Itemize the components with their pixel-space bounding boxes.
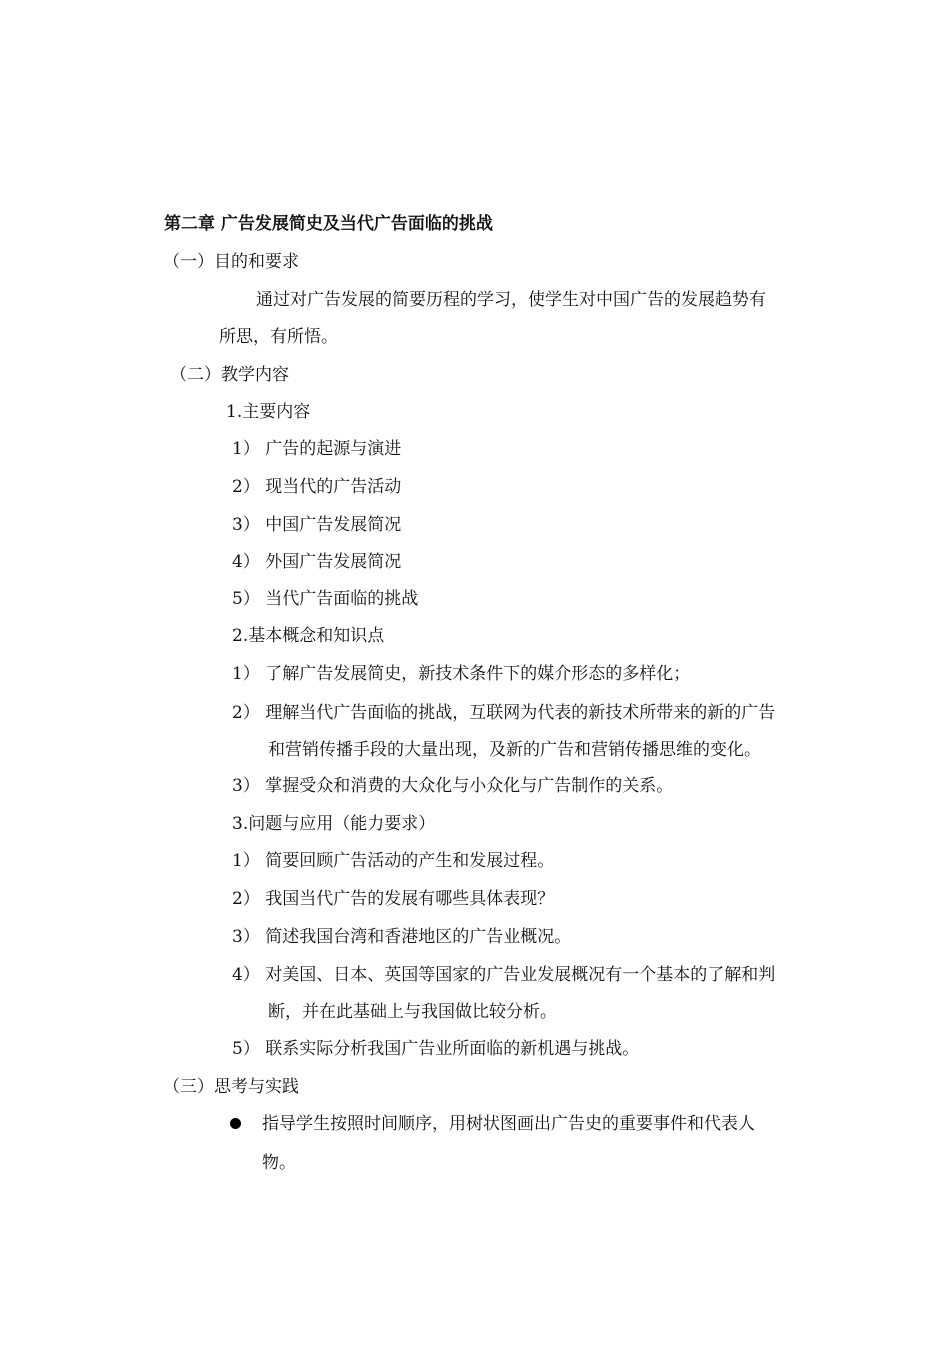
list-item: 4） 对美国、日本、英国等国家的广告业发展概况有一个基本的了解和判 <box>232 965 776 985</box>
list-item-continuation: 和营销传播手段的大量出现，及新的广告和营销传播思维的变化。 <box>268 740 761 760</box>
list-item: 2） 我国当代广告的发展有哪些具体表现？ <box>232 889 555 909</box>
chapter-title: 第二章 广告发展简史及当代广告面临的挑战 <box>164 214 493 234</box>
list-item: 3） 简述我国台湾和香港地区的广告业概况。 <box>232 927 572 947</box>
objectives-paragraph-line2: 所思，有所悟。 <box>219 327 338 347</box>
section-heading-objectives: （一）目的和要求 <box>163 252 299 272</box>
list-item: 3） 中国广告发展简况 <box>232 515 402 535</box>
list-item: 1） 了解广告发展简史，新技术条件下的媒介形态的多样化； <box>232 664 691 684</box>
bullet-item-line2: 物。 <box>262 1153 296 1173</box>
subheading-main-content: 1.主要内容 <box>226 402 311 422</box>
list-item: 1） 简要回顾广告活动的产生和发展过程。 <box>232 851 555 871</box>
section-heading-practice: （三）思考与实践 <box>163 1077 299 1097</box>
list-item: 2） 现当代的广告活动 <box>232 477 402 497</box>
objectives-paragraph-line1: 通过对广告发展的简要历程的学习，使学生对中国广告的发展趋势有 <box>256 290 766 310</box>
list-item: 4） 外国广告发展简况 <box>232 552 402 572</box>
list-item: 2） 理解当代广告面临的挑战，互联网为代表的新技术所带来的新的广告 <box>232 703 776 723</box>
bullet-item-line1: 指导学生按照时间顺序，用树状图画出广告史的重要事件和代表人 <box>262 1114 755 1134</box>
subheading-concepts: 2.基本概念和知识点 <box>232 626 385 646</box>
section-heading-teaching-content: （二）教学内容 <box>170 365 289 385</box>
list-item: 5） 当代广告面临的挑战 <box>232 589 419 609</box>
subheading-questions: 3.问题与应用（能力要求） <box>232 814 436 834</box>
list-item: 5） 联系实际分析我国广告业所面临的新机遇与挑战。 <box>232 1039 640 1059</box>
list-item: 3） 掌握受众和消费的大众化与小众化与广告制作的关系。 <box>232 776 674 796</box>
list-item: 1） 广告的起源与演进 <box>232 439 402 459</box>
list-item-continuation: 断，并在此基础上与我国做比较分析。 <box>268 1002 557 1022</box>
bullet-dot-icon <box>230 1118 241 1129</box>
